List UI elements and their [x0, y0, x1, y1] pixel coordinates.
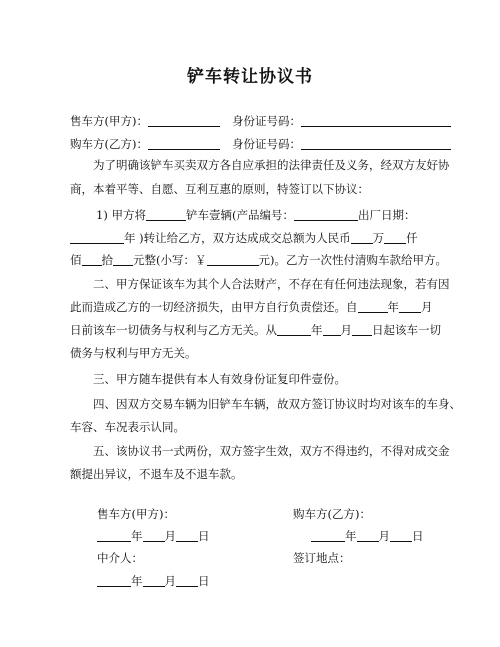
wan-unit: 万 [372, 231, 385, 245]
seller-line [70, 113, 220, 129]
from-month-blank [399, 301, 421, 313]
yuan-unit: 元整(小写：￥ [133, 253, 207, 267]
until-day-blank [352, 324, 372, 336]
day-unit: 日 [198, 574, 210, 588]
clause-1-text-c: 出厂日期： [357, 208, 416, 222]
month-unit: 月 [340, 323, 352, 337]
agent-day-blank [176, 575, 198, 587]
buyer-id-line [232, 136, 451, 152]
signing-place-label: 签订地点： [293, 551, 351, 565]
month-unit: 月 [164, 574, 176, 588]
seller-id-line [232, 113, 451, 129]
from-year-blank [358, 301, 388, 313]
shi-blank [113, 254, 133, 266]
clause-1-line-1 [70, 207, 486, 223]
year-unit: 年 [345, 529, 357, 543]
day-unit: 日 [412, 529, 424, 543]
until-year-blank [277, 324, 311, 336]
clause-5-line-2: 额提出异议，不退车及不退车款。 [70, 467, 243, 481]
seller-signature-label: 售车方(甲方)： [97, 507, 175, 521]
shi-unit: 拾 [101, 253, 113, 267]
model-blank [146, 209, 186, 221]
intro-line-1: 为了明确该铲车买卖双方各自应承担的法律责任及义务，经双方友好协 [93, 158, 450, 172]
clause-4-line-1: 四、因双方交易车辆为旧铲车车辆，故双方签订协议时均对该车的车身、 [93, 397, 461, 411]
seller-label: 售车方(甲方)： [70, 114, 148, 128]
year-unit: 年 [131, 529, 143, 543]
until-month-blank [323, 324, 341, 336]
clause-2-text-c: 日起该车一切 [372, 323, 441, 337]
clause-4-line-2: 车容、车况表示认同。 [70, 420, 185, 434]
amount-figure-blank [207, 254, 259, 266]
buyer-label: 购车方(乙方)： [70, 137, 148, 151]
agent-label: 中介人： [97, 551, 143, 565]
wan-blank [351, 232, 373, 244]
clause-1-text-end: 元)。乙方一次性付清购车款给甲方。 [258, 253, 447, 267]
qian-unit: 仟 [406, 231, 418, 245]
product-number-blank [294, 209, 358, 221]
clause-2-line-4: 债务与权利与甲方无关。 [70, 346, 197, 360]
buyer-day-blank [390, 530, 412, 542]
agent-month-blank [143, 575, 165, 587]
year-unit: 年 [311, 323, 323, 337]
manufacture-year-blank [70, 232, 124, 244]
buyer-id-label: 身份证号码： [232, 137, 301, 151]
clause-2-text-a: 此而造成乙方的一切经济损失，由甲方自行负责偿还。自 [70, 300, 358, 314]
year-unit: 年 [131, 574, 143, 588]
seller-id-blank [301, 115, 451, 127]
agent-year-blank [97, 575, 131, 587]
seller-month-blank [143, 530, 165, 542]
clause-2-line-1: 二、甲方保证该车为其个人合法财产，不存在有任何违法现象，若有因 [93, 277, 450, 291]
clause-1-text-a: 1) 甲方将 [96, 208, 146, 222]
qian-blank [384, 232, 406, 244]
clause-2-text-b: 日前该车一切债务与权利与乙方无关。从 [70, 323, 277, 337]
clause-1-text-d: 年 )转让给乙方，双方达成成交总额为人民币 [124, 231, 351, 245]
buyer-id-blank [301, 138, 451, 150]
seller-day-blank [176, 530, 198, 542]
bai-blank [82, 254, 102, 266]
day-unit: 日 [198, 529, 210, 543]
buyer-month-blank [357, 530, 379, 542]
agent-date-line [97, 573, 210, 589]
buyer-date-line [311, 528, 424, 544]
buyer-year-blank [311, 530, 345, 542]
document-title: 铲车转让协议书 [187, 67, 313, 87]
clause-1-line-3 [70, 252, 460, 268]
clause-2-line-2 [70, 299, 460, 315]
buyer-line [70, 136, 220, 152]
seller-year-blank [97, 530, 131, 542]
clause-3: 三、甲方随车提供有本人有效身份证复印件壹份。 [93, 372, 346, 386]
seller-name-blank [148, 115, 220, 127]
buyer-name-blank [148, 138, 220, 150]
intro-line-2: 商，本着平等、自愿、互利互惠的原则，特签订以下协议： [70, 182, 369, 196]
clause-1-text-b: 铲车壹辆(产品编号： [185, 208, 294, 222]
month-unit: 月 [378, 529, 390, 543]
month-unit: 月 [164, 529, 176, 543]
month-unit: 月 [421, 300, 433, 314]
year-unit: 年 [387, 300, 399, 314]
clause-5-line-1: 五、该协议书一式两份，双方签字生效，双方不得违约，不得对成交金 [93, 444, 450, 458]
clause-1-line-2 [70, 230, 460, 246]
bai-unit: 佰 [70, 253, 82, 267]
clause-2-line-3 [70, 322, 460, 338]
buyer-signature-label: 购车方(乙方)： [293, 507, 371, 521]
seller-date-line [97, 528, 210, 544]
seller-id-label: 身份证号码： [232, 114, 301, 128]
